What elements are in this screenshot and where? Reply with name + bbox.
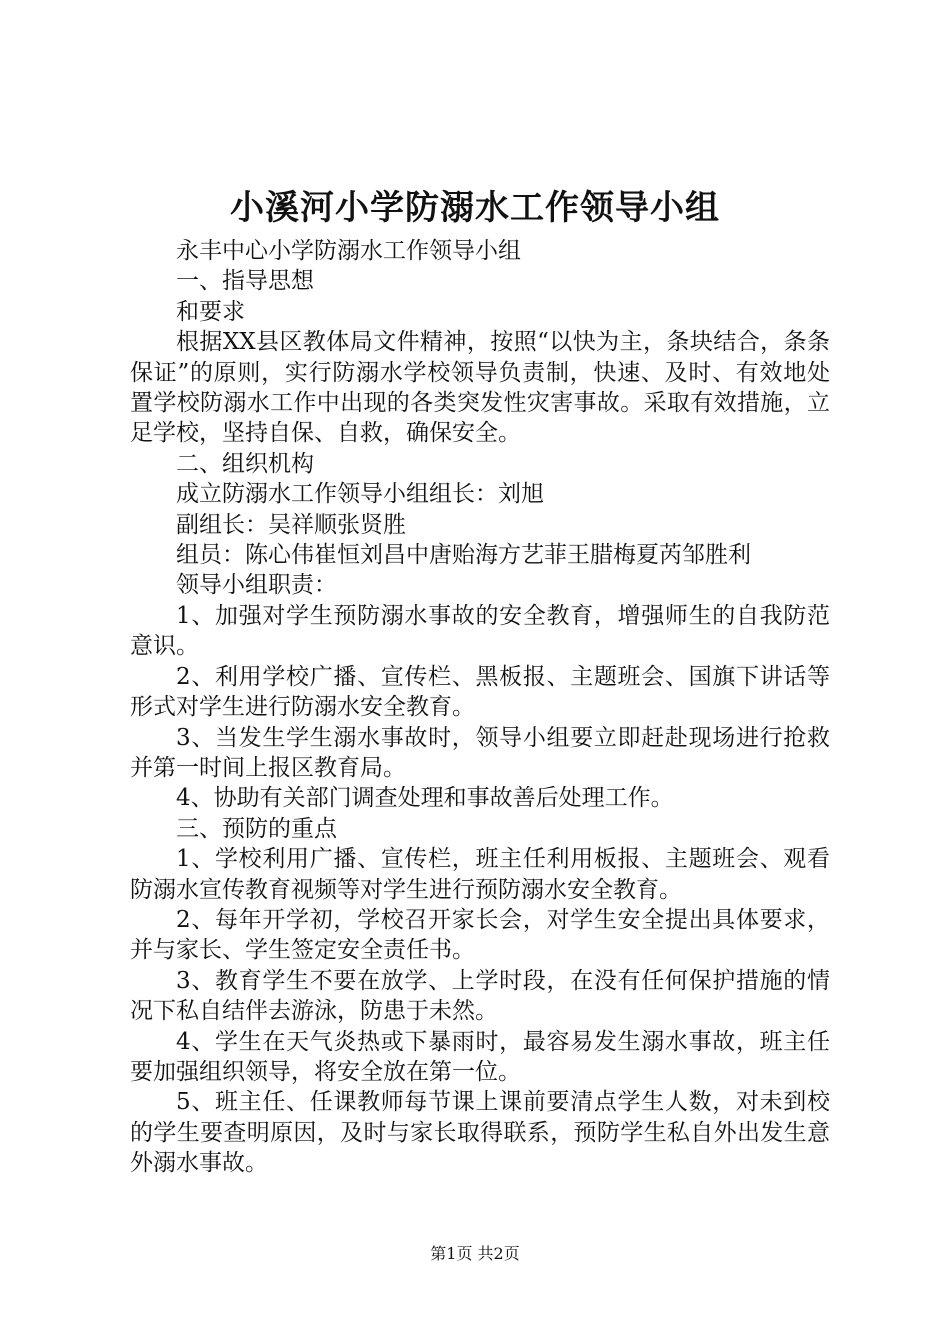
prevention-item: 4、学生在天气炎热或下暴雨时，最容易发生溺水事故，班主任要加强组织领导，将安全放在第一位。 — [130, 1028, 830, 1085]
paragraph-basis: 根据XX县区教体局文件精神，按照“以快为主，条块结合，条条保证”的原则，实行防溺水学校领导负责制，快速、及时、有效地处置学校防溺水工作中出现的各类突发性灾害事故。采取有效措施，立足学校，坚持自保、自救，确保安全。 — [130, 329, 830, 447]
duty-item: 1、加强对学生预防溺水事故的安全教育，增强师生的自我防范意识。 — [130, 602, 830, 660]
prevention-item: 2、每年开学初，学校召开家长会，对学生安全提出具体要求，并与家长、学生签定安全责任书。 — [130, 906, 830, 964]
prevention-item: 3、教育学生不要在放学、上学时段，在没有任何保护措施的情况下私自结伴去游泳，防患于未然。 — [130, 967, 830, 1025]
duty-item: 2、利用学校广播、宣传栏、黑板报、主题班会、国旗下讲话等形式对学生进行防溺水安全教育。 — [130, 663, 830, 721]
paragraph-members: 组员：陈心伟崔恒刘昌中唐贻海方艺菲王腊梅夏芮邹胜利 — [176, 542, 751, 569]
prevention-item: 1、学校利用广播、宣传栏，班主任利用板报、主题班会、观看防溺水宣传教育视频等对学生进行预防溺水安全教育。 — [130, 846, 830, 903]
section-heading-requirements: 和要求 — [176, 298, 245, 325]
section-heading-prevention: 三、预防的重点 — [176, 815, 337, 842]
paragraph-deputy-leaders: 副组长：吴祥顺张贤胜 — [176, 511, 406, 538]
duty-item: 4、协助有关部门调查处理和事故善后处理工作。 — [176, 785, 674, 812]
school-group-heading: 永丰中心小学防溺水工作领导小组 — [176, 238, 521, 264]
document-title: 小溪河小学防溺水工作领导小组 — [230, 188, 720, 228]
page-footer: 第1页 共2页 — [430, 1244, 520, 1263]
document-body — [130, 236, 830, 1179]
prevention-item: 5、班主任、任课教师每节课上课前要清点学生人数，对未到校的学生要查明原因，及时与家长取得联系，预防学生私自外出发生意外溺水事故。 — [130, 1089, 830, 1177]
paragraph-group-leader: 成立防溺水工作领导小组组长：刘旭 — [176, 481, 544, 508]
paragraph-duties-heading: 领导小组职责： — [176, 572, 337, 599]
section-heading-guiding-thought: 一、指导思想 — [176, 268, 314, 295]
duty-item: 3、当发生学生溺水事故时，领导小组要立即赶赴现场进行抢救并第一时间上报区教育局。 — [130, 724, 830, 781]
section-heading-organization: 二、组织机构 — [176, 450, 314, 477]
